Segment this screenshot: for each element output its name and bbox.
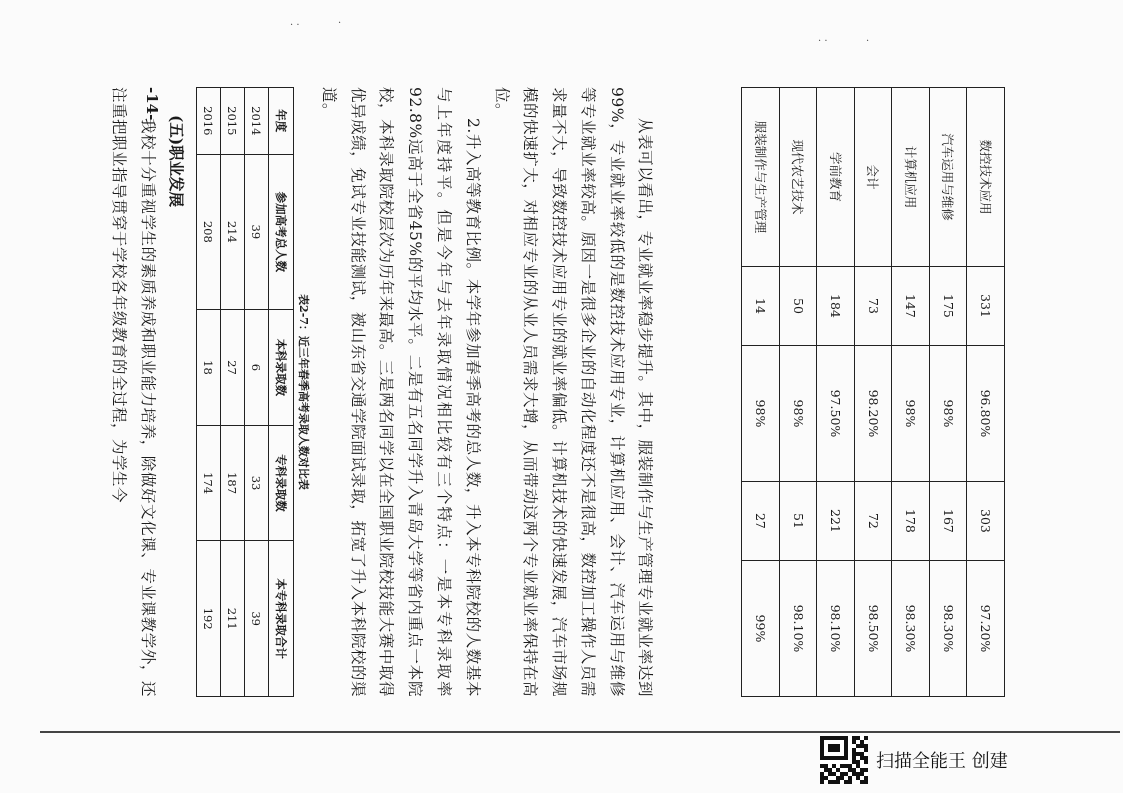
paragraph-career-development: 我校十分重视学生的素质养成和职业能力培养，除做好文化课、专业课教学外，还注重把职业指导贯穿于学校各年级教育的全过程，为学生今 [110, 87, 157, 697]
scan-speck: · · [290, 20, 300, 31]
table-cell: 98% [742, 345, 780, 481]
qr-code-icon [820, 736, 868, 784]
watermark-text: 扫描全能王 创建 [876, 751, 1008, 772]
table-row [780, 88, 818, 697]
scanner-watermark [820, 733, 1008, 787]
page-content [104, 87, 1005, 697]
table-row [220, 88, 244, 697]
table-cell: 2014 [244, 88, 268, 155]
major-name-cell: 现代农艺技术 [780, 88, 818, 267]
table-row [196, 88, 220, 697]
table-cell: 174 [196, 425, 220, 541]
table-cell: 178 [892, 481, 930, 560]
table-cell: 211 [220, 541, 244, 697]
major-name-cell: 数控技术应用 [967, 88, 1005, 267]
column-header: 本科录取数 [268, 310, 293, 426]
table-cell: 98.10% [817, 560, 855, 696]
table-cell: 98.30% [930, 560, 968, 696]
major-name-cell: 会计 [855, 88, 893, 267]
table-row [742, 88, 780, 697]
table-cell: 98% [780, 345, 818, 481]
table-cell: 98.30% [892, 560, 930, 696]
table-cell: 97.20% [967, 560, 1005, 696]
major-name-cell: 学前教育 [817, 88, 855, 267]
table-cell: 147 [892, 267, 930, 346]
table-cell: 39 [244, 541, 268, 697]
table-cell: 33 [244, 425, 268, 541]
table-row [967, 88, 1005, 697]
table-cell: 221 [817, 481, 855, 560]
table-cell: 331 [967, 267, 1005, 346]
table-cell: 18 [196, 310, 220, 426]
table-cell: 51 [780, 481, 818, 560]
page-number: -14- [143, 87, 161, 121]
table-cell: 27 [742, 481, 780, 560]
table-cell: 192 [196, 541, 220, 697]
table-cell: 98.20% [855, 345, 893, 481]
table-cell: 50 [780, 267, 818, 346]
table-cell: 184 [817, 267, 855, 346]
table-cell: 214 [220, 154, 244, 310]
table-cell: 175 [930, 267, 968, 346]
table-row [892, 88, 930, 697]
table-cell: 73 [855, 267, 893, 346]
table-cell: 98% [892, 345, 930, 481]
major-name-cell: 汽车运用与维修 [930, 88, 968, 267]
table-cell: 96.80% [967, 345, 1005, 481]
paragraph-higher-education: 2.升入高等教育比例。本学年参加春季高考的总人数，升入本专科院校的人数基本与上年度持平。但是今年与去年录取情况相比较有三个特点：一是本专科录取率92.8%远高于全省45%的平均水平。二是有五名同学升入青岛大学等省内重点一本院校，本科录取院校层次为历年来最高。三是两名同学以在全国职业院校技能大赛中取得优异成绩，免试专业技能测试，被山东省交通学院面试录取，拓宽了升入本科院校的渠道。 [319, 87, 482, 697]
table-cell: 187 [220, 425, 244, 541]
table-cell: 98.10% [780, 560, 818, 696]
table-cell: 14 [742, 267, 780, 346]
college-admission-table [196, 87, 294, 697]
table-row [817, 88, 855, 697]
table-cell: 208 [196, 154, 220, 310]
section-heading: (五)职业发展 [166, 115, 186, 208]
table-cell: 2015 [220, 88, 244, 155]
table-cell: 167 [930, 481, 968, 560]
table-cell: 303 [967, 481, 1005, 560]
scan-speck: · [866, 36, 870, 47]
table-cell: 27 [220, 310, 244, 426]
table-cell: 2016 [196, 88, 220, 155]
paragraph-employment-analysis: 从表可以看出，专业就业率稳步提升。其中，服装制作与生产管理专业就业率达到99%，专业就业率较低的是数控技术应用专业，计算机应用、会计、汽车运用与维修等专业就业率较高。原因一是很多企业的自动化程度还不是很高，数控加工操作人员需求量不大，导致数控技术应用专业的就业率偏低。计算机技术的快速发展，汽车市场规模的快速扩大，对相应专业的从业人员需求大增，从而带动这两个专业就业率保持在高位。 [492, 87, 655, 697]
column-header: 参加高考总人数 [268, 154, 293, 310]
employment-rate-table [742, 87, 1006, 697]
table2-caption: 表2-7：近三年春季高考录取人数对比表 [296, 294, 310, 490]
major-name-cell: 服装制作与生产管理 [742, 88, 780, 267]
table-row [855, 88, 893, 697]
spacer [660, 87, 742, 697]
table-cell: 6 [244, 310, 268, 426]
table-row [930, 88, 968, 697]
table-cell: 97.50% [817, 345, 855, 481]
table-cell: 98% [930, 345, 968, 481]
column-header: 专科录取数 [268, 425, 293, 541]
table-cell: 98.50% [855, 560, 893, 696]
column-header: 年度 [268, 88, 293, 155]
table-cell: 99% [742, 560, 780, 696]
scan-speck: · · [818, 36, 828, 47]
scan-speck: · [338, 18, 342, 29]
table-cell: 72 [855, 481, 893, 560]
table-row [244, 88, 268, 697]
column-header: 本专科录取合计 [268, 541, 293, 697]
major-name-cell: 计算机应用 [892, 88, 930, 267]
rotated-document-page [110, 67, 1025, 717]
table-cell: 39 [244, 154, 268, 310]
